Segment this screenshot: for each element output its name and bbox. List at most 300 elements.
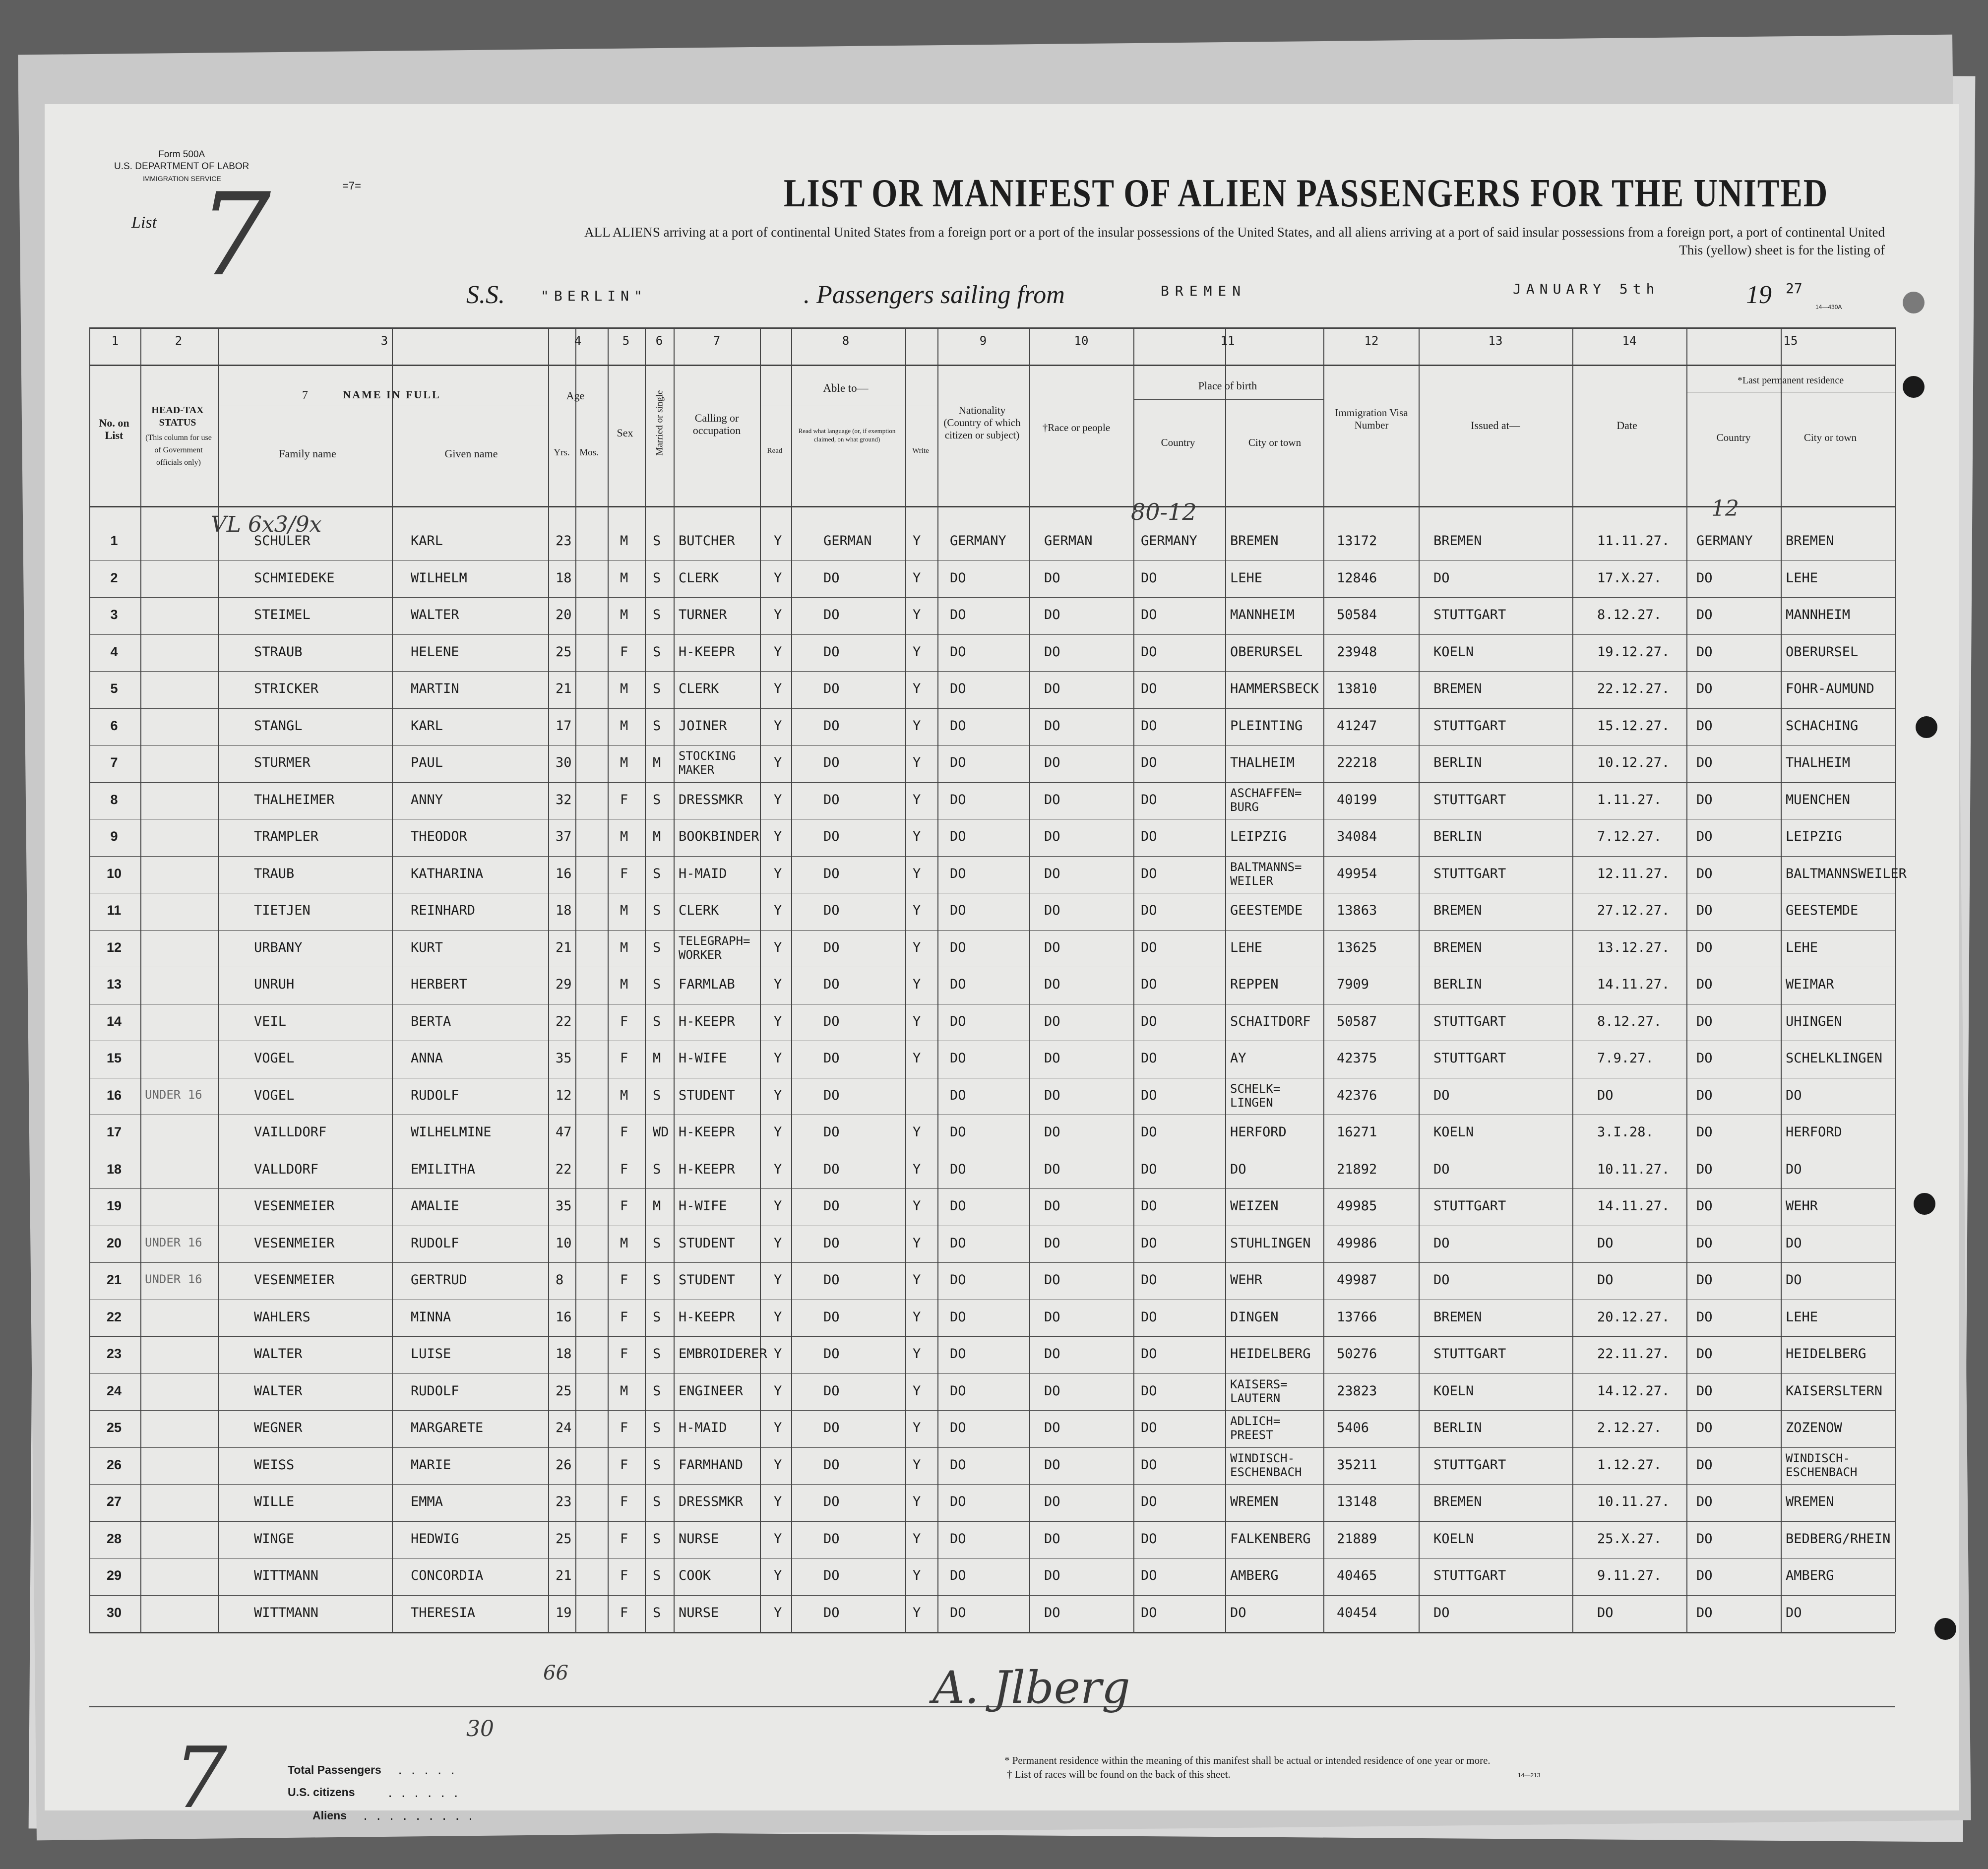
visa-issued-at: BREMEN xyxy=(1433,681,1482,696)
age-years: 22 xyxy=(556,1161,572,1177)
visa-number: 49986 xyxy=(1337,1235,1377,1251)
marital-status: S xyxy=(653,1013,661,1029)
nationality: DO xyxy=(950,1198,966,1214)
birth-country: DO xyxy=(1141,1494,1157,1509)
birth-country: GERMANY xyxy=(1141,533,1197,549)
birth-country: DO xyxy=(1141,866,1157,881)
residence-country: DO xyxy=(1696,829,1713,844)
visa-issued-at: BERLIN xyxy=(1433,1420,1482,1435)
header-age: Age xyxy=(566,389,585,402)
row-rule xyxy=(89,1521,1895,1522)
nationality: DO xyxy=(950,718,966,734)
row-rule xyxy=(89,597,1895,598)
nationality: DO xyxy=(950,1124,966,1140)
residence-country: DO xyxy=(1696,1420,1713,1435)
residence-city: GEESTEMDE xyxy=(1786,903,1859,918)
row-number: 2 xyxy=(110,570,118,585)
birth-city: WINDISCH- ESCHENBACH xyxy=(1230,1451,1302,1479)
residence-country: DO xyxy=(1696,792,1713,808)
punch-hole xyxy=(1916,716,1937,738)
visa-issued-at: STUTTGART xyxy=(1433,1051,1506,1066)
row-number: 22 xyxy=(106,1309,122,1324)
nationality: DO xyxy=(950,1383,966,1399)
visa-number: 13863 xyxy=(1337,903,1377,918)
occupation: JOINER xyxy=(679,718,727,734)
given-name: ANNA xyxy=(411,1051,443,1066)
visa-number: 49954 xyxy=(1337,866,1377,881)
list-mark: =7= xyxy=(342,180,361,192)
birth-country: DO xyxy=(1141,1309,1157,1325)
residence-city: WINDISCH- ESCHENBACH xyxy=(1786,1451,1858,1479)
birth-country: DO xyxy=(1141,1568,1157,1583)
family-name: WITTMANN xyxy=(254,1605,319,1620)
marital-status: S xyxy=(653,1346,661,1362)
marital-status: S xyxy=(653,1235,661,1251)
row-rule xyxy=(89,1373,1895,1374)
race-people: DO xyxy=(1044,1235,1060,1251)
sex: M xyxy=(620,939,628,955)
header-able-to: Able to— xyxy=(823,382,869,394)
residence-country: GERMANY xyxy=(1696,533,1753,549)
age-years: 18 xyxy=(556,1346,572,1362)
visa-date: 3.I.28. xyxy=(1597,1124,1654,1140)
read-language: DO xyxy=(823,1457,840,1473)
intro-text xyxy=(327,223,1885,259)
residence-city: DO xyxy=(1786,1087,1802,1103)
race-people: DO xyxy=(1044,1457,1060,1473)
residence-country: DO xyxy=(1696,1605,1713,1620)
visa-number: 50587 xyxy=(1337,1013,1377,1029)
marital-status: S xyxy=(653,866,661,881)
residence-country: DO xyxy=(1696,1346,1713,1362)
table-bottom-rule xyxy=(89,1632,1895,1633)
visa-number: 22218 xyxy=(1337,755,1377,770)
family-name: VOGEL xyxy=(254,1087,295,1103)
handwritten-birth-note: 80-12 xyxy=(1131,498,1197,525)
birth-country: DO xyxy=(1141,718,1157,734)
visa-number: 50584 xyxy=(1337,607,1377,623)
can-read: Y xyxy=(774,1309,782,1325)
age-years: 25 xyxy=(556,644,572,660)
visa-number: 16271 xyxy=(1337,1124,1377,1140)
read-language: DO xyxy=(823,829,840,844)
can-read: Y xyxy=(774,1605,782,1620)
birth-country: DO xyxy=(1141,1124,1157,1140)
family-name: WEISS xyxy=(254,1457,295,1473)
occupation: H-WIFE xyxy=(679,1051,727,1066)
sex: M xyxy=(620,681,628,696)
can-write: Y xyxy=(913,829,921,844)
can-write: Y xyxy=(913,792,921,808)
row-number: 20 xyxy=(106,1235,122,1250)
can-write: Y xyxy=(913,977,921,992)
occupation: NURSE xyxy=(679,1605,719,1620)
visa-date: 17.X.27. xyxy=(1597,570,1662,586)
visa-issued-at: KOELN xyxy=(1433,644,1474,660)
visa-date: 10.12.27. xyxy=(1597,755,1670,770)
family-name: STRAUB xyxy=(254,644,303,660)
column-rule xyxy=(608,327,609,1632)
visa-number: 49987 xyxy=(1337,1272,1377,1288)
department-name: U.S. DEPARTMENT OF LABOR xyxy=(114,161,249,172)
visa-date: 9.11.27. xyxy=(1597,1568,1662,1583)
birth-country: DO xyxy=(1141,829,1157,844)
column-rule xyxy=(1029,327,1030,1632)
given-name: WALTER xyxy=(411,607,459,623)
header-race: †Race or people xyxy=(1042,422,1111,434)
age-years: 21 xyxy=(556,1568,572,1583)
race-people: DO xyxy=(1044,1013,1060,1029)
age-years: 8 xyxy=(556,1272,564,1288)
visa-issued-at: STUTTGART xyxy=(1433,1568,1506,1583)
given-name: HERBERT xyxy=(411,977,467,992)
can-read: Y xyxy=(774,1235,782,1251)
can-write: Y xyxy=(913,1494,921,1509)
birth-city: WREMEN xyxy=(1230,1494,1279,1509)
family-name: TRAMPLER xyxy=(254,829,319,844)
row-number: 9 xyxy=(110,829,118,844)
year-suffix: 27 xyxy=(1786,280,1802,297)
visa-number: 40465 xyxy=(1337,1568,1377,1583)
residence-city: KAISERSLTERN xyxy=(1786,1383,1883,1399)
can-read: Y xyxy=(774,718,782,734)
residence-country: DO xyxy=(1696,1272,1713,1288)
read-language: DO xyxy=(823,1309,840,1325)
birth-country: DO xyxy=(1141,1272,1157,1288)
marital-status: S xyxy=(653,977,661,992)
race-people: DO xyxy=(1044,755,1060,770)
visa-number: 49985 xyxy=(1337,1198,1377,1214)
footer-total-passengers: Total Passengers xyxy=(288,1763,381,1776)
occupation: H-KEEPR xyxy=(679,644,735,660)
footer-dots-3: . . . . . . . . . xyxy=(362,1810,474,1823)
sex: F xyxy=(620,1051,628,1066)
residence-country: DO xyxy=(1696,1013,1713,1029)
occupation: H-KEEPR xyxy=(679,1161,735,1177)
family-name: VOGEL xyxy=(254,1051,295,1066)
family-name: URBANY xyxy=(254,939,303,955)
birth-country: DO xyxy=(1141,607,1157,623)
race-people: DO xyxy=(1044,681,1060,696)
race-people: DO xyxy=(1044,1272,1060,1288)
nationality: DO xyxy=(950,1457,966,1473)
visa-issued-at: BREMEN xyxy=(1433,1494,1482,1509)
visa-issued-at: DO xyxy=(1433,1161,1450,1177)
can-read: Y xyxy=(774,570,782,586)
family-name: WEGNER xyxy=(254,1420,303,1435)
race-people: DO xyxy=(1044,829,1060,844)
read-language: DO xyxy=(823,1346,840,1362)
race-people: DO xyxy=(1044,1198,1060,1214)
can-write: Y xyxy=(913,718,921,734)
occupation: STUDENT xyxy=(679,1272,735,1288)
birth-country: DO xyxy=(1141,903,1157,918)
footer-aliens: Aliens xyxy=(312,1809,347,1822)
race-people: DO xyxy=(1044,1383,1060,1399)
visa-issued-at: KOELN xyxy=(1433,1124,1474,1140)
column-rule xyxy=(937,327,938,1632)
column-number: 13 xyxy=(1488,334,1503,348)
read-language: DO xyxy=(823,1383,840,1399)
birth-city: BREMEN xyxy=(1230,533,1279,549)
header-age-yrs: Yrs. xyxy=(554,447,570,458)
given-name: WILHELM xyxy=(411,570,467,586)
birth-country: DO xyxy=(1141,977,1157,992)
birth-city: STUHLINGEN xyxy=(1230,1235,1311,1251)
birth-country: DO xyxy=(1141,1087,1157,1103)
column-rule xyxy=(392,327,393,1632)
occupation: DRESSMKR xyxy=(679,1494,744,1509)
row-rule xyxy=(89,1262,1895,1263)
family-name: STRICKER xyxy=(254,681,319,696)
can-read: Y xyxy=(774,939,782,955)
birth-country: DO xyxy=(1141,755,1157,770)
footer-dots-2: . . . . . . xyxy=(387,1788,459,1800)
read-language: DO xyxy=(823,866,840,881)
nationality: DO xyxy=(950,1087,966,1103)
visa-number: 42376 xyxy=(1337,1087,1377,1103)
nationality: DO xyxy=(950,755,966,770)
given-name: MARTIN xyxy=(411,681,459,696)
sex: F xyxy=(620,1457,628,1473)
birth-city: REPPEN xyxy=(1230,977,1279,992)
visa-date: 7.12.27. xyxy=(1597,829,1662,844)
can-read: Y xyxy=(774,1531,782,1547)
visa-date: 14.12.27. xyxy=(1597,1383,1670,1399)
nationality: DO xyxy=(950,792,966,808)
residence-city: MANNHEIM xyxy=(1786,607,1851,623)
can-write: Y xyxy=(913,1531,921,1547)
column-number: 11 xyxy=(1220,334,1235,348)
column-number: 7 xyxy=(713,334,721,348)
race-people: DO xyxy=(1044,903,1060,918)
inspector-signature: A. Jlberg xyxy=(932,1662,1130,1714)
marital-status: S xyxy=(653,792,661,808)
can-read: Y xyxy=(774,533,782,549)
family-name: WALTER xyxy=(254,1346,303,1362)
race-people: DO xyxy=(1044,1420,1060,1435)
nationality: DO xyxy=(950,1568,966,1583)
column-number: 12 xyxy=(1364,334,1379,348)
race-people: DO xyxy=(1044,866,1060,881)
visa-number: 41247 xyxy=(1337,718,1377,734)
visa-number: 50276 xyxy=(1337,1346,1377,1362)
header-head-tax-note: (This column for use of Government officials only) xyxy=(145,434,212,467)
sex: M xyxy=(620,755,628,770)
race-people: DO xyxy=(1044,644,1060,660)
family-name: VESENMEIER xyxy=(254,1235,335,1251)
can-write: Y xyxy=(913,1420,921,1435)
row-number: 7 xyxy=(110,755,118,770)
given-name: MARIE xyxy=(411,1457,451,1473)
header-no-on-list: No. on List xyxy=(99,417,129,441)
birth-city: DO xyxy=(1230,1605,1246,1620)
residence-city: UHINGEN xyxy=(1786,1013,1842,1029)
row-rule xyxy=(89,782,1895,783)
marital-status: S xyxy=(653,1161,661,1177)
age-years: 16 xyxy=(556,866,572,881)
race-people: DO xyxy=(1044,977,1060,992)
given-name: AMALIE xyxy=(411,1198,459,1214)
row-number: 26 xyxy=(106,1457,122,1472)
family-name: STURMER xyxy=(254,755,311,770)
nationality: DO xyxy=(950,1494,966,1509)
sex: F xyxy=(620,644,628,660)
marital-status: M xyxy=(653,755,661,770)
visa-date: DO xyxy=(1597,1272,1614,1288)
given-name: HELENE xyxy=(411,644,459,660)
residence-city: MUENCHEN xyxy=(1786,792,1851,808)
header-name-in-full: NAME IN FULL xyxy=(343,388,441,401)
residence-country: DO xyxy=(1696,1457,1713,1473)
can-write: Y xyxy=(913,1198,921,1214)
visa-issued-at: BERLIN xyxy=(1433,755,1482,770)
header-age-mos: Mos. xyxy=(579,447,599,458)
occupation: CLERK xyxy=(679,570,719,586)
read-language: DO xyxy=(823,1531,840,1547)
form-number: Form 500A xyxy=(158,149,205,160)
birth-country: DO xyxy=(1141,1605,1157,1620)
residence-country: DO xyxy=(1696,1494,1713,1509)
handwritten-list-number: 7 xyxy=(174,1729,228,1827)
nationality: DO xyxy=(950,681,966,696)
can-read: Y xyxy=(774,903,782,918)
age-years: 25 xyxy=(556,1531,572,1547)
visa-number: 13766 xyxy=(1337,1309,1377,1325)
handwritten-top-note: VL 6x3/9x xyxy=(211,512,322,537)
occupation: CLERK xyxy=(679,681,719,696)
given-name: KURT xyxy=(411,939,443,955)
race-people: DO xyxy=(1044,1346,1060,1362)
can-read: Y xyxy=(774,1087,782,1103)
row-rule xyxy=(89,930,1895,931)
visa-date: 27.12.27. xyxy=(1597,903,1670,918)
birth-country: DO xyxy=(1141,792,1157,808)
family-name: WINGE xyxy=(254,1531,295,1547)
given-name: BERTA xyxy=(411,1013,451,1029)
row-number: 27 xyxy=(106,1494,122,1509)
nationality: DO xyxy=(950,1420,966,1435)
birth-city: DO xyxy=(1230,1161,1246,1177)
nationality: DO xyxy=(950,644,966,660)
birth-city: HERFORD xyxy=(1230,1124,1287,1140)
nationality: DO xyxy=(950,607,966,623)
residence-city: FOHR-AUMUND xyxy=(1786,681,1874,696)
sex: M xyxy=(620,718,628,734)
row-number: 24 xyxy=(106,1383,122,1398)
read-language: DO xyxy=(823,718,840,734)
residence-city: OBERURSEL xyxy=(1786,644,1859,660)
birth-country: DO xyxy=(1141,1346,1157,1362)
birth-country: DO xyxy=(1141,570,1157,586)
age-years: 30 xyxy=(556,755,572,770)
visa-number: 35211 xyxy=(1337,1457,1377,1473)
residence-country: DO xyxy=(1696,1124,1713,1140)
column-number: 8 xyxy=(842,334,850,348)
age-years: 26 xyxy=(556,1457,572,1473)
race-people: DO xyxy=(1044,607,1060,623)
nationality: DO xyxy=(950,1346,966,1362)
row-number: 10 xyxy=(106,866,122,881)
row-rule xyxy=(89,1188,1895,1189)
residence-city: HEIDELBERG xyxy=(1786,1346,1866,1362)
visa-number: 21892 xyxy=(1337,1161,1377,1177)
visa-issued-at: BERLIN xyxy=(1433,829,1482,844)
visa-date: 15.12.27. xyxy=(1597,718,1670,734)
occupation: STOCKING MAKER xyxy=(679,749,736,777)
column-number: 14 xyxy=(1622,334,1637,348)
race-people: DO xyxy=(1044,939,1060,955)
birth-city: WEHR xyxy=(1230,1272,1263,1288)
visa-date: 8.12.27. xyxy=(1597,1013,1662,1029)
sex: F xyxy=(620,1124,628,1140)
manifest-sheet xyxy=(45,104,1959,1810)
footer-us-citizens: U.S. citizens xyxy=(288,1786,355,1799)
residence-country: DO xyxy=(1696,755,1713,770)
can-read: Y xyxy=(774,1161,782,1177)
row-number: 16 xyxy=(106,1087,122,1103)
sex: F xyxy=(620,866,628,881)
column-rule xyxy=(1895,327,1896,1632)
residence-country: DO xyxy=(1696,1568,1713,1583)
birth-country: DO xyxy=(1141,1457,1157,1473)
handwritten-age-total: 66 xyxy=(543,1662,568,1684)
given-name: MINNA xyxy=(411,1309,451,1325)
occupation: STUDENT xyxy=(679,1235,735,1251)
visa-issued-at: STUTTGART xyxy=(1433,1346,1506,1362)
can-read: Y xyxy=(774,1494,782,1509)
departure-port: BREMEN xyxy=(1161,283,1247,299)
occupation: H-KEEPR xyxy=(679,1124,735,1140)
read-language: DO xyxy=(823,570,840,586)
visa-number: 21889 xyxy=(1337,1531,1377,1547)
can-write: Y xyxy=(913,1309,921,1325)
age-years: 29 xyxy=(556,977,572,992)
can-write: Y xyxy=(913,1051,921,1066)
residence-country: DO xyxy=(1696,1198,1713,1214)
residence-country: DO xyxy=(1696,866,1713,881)
column-rule xyxy=(645,327,646,1632)
visa-date: 7.9.27. xyxy=(1597,1051,1654,1066)
footer-dots-1: . . . . . xyxy=(397,1765,456,1777)
marital-status: S xyxy=(653,1531,661,1547)
row-rule xyxy=(89,1595,1895,1596)
can-read: Y xyxy=(774,1124,782,1140)
visa-date: 8.12.27. xyxy=(1597,607,1662,623)
can-read: Y xyxy=(774,1013,782,1029)
list-number: 7 xyxy=(198,169,271,302)
visa-date: DO xyxy=(1597,1235,1614,1251)
birth-country: DO xyxy=(1141,1051,1157,1066)
can-write: Y xyxy=(913,1383,921,1399)
given-name: RUDOLF xyxy=(411,1087,459,1103)
occupation: TELEGRAPH= WORKER xyxy=(679,934,750,962)
visa-date: DO xyxy=(1597,1605,1614,1620)
header-birth-city: City or town xyxy=(1248,436,1302,448)
race-people: DO xyxy=(1044,1124,1060,1140)
read-language: GERMAN xyxy=(823,533,872,549)
birth-city: HAMMERSBECK xyxy=(1230,681,1319,696)
visa-date: DO xyxy=(1597,1087,1614,1103)
column-number: 9 xyxy=(979,334,987,348)
nationality: DO xyxy=(950,866,966,881)
header-family-name: Family name xyxy=(279,447,336,460)
sex: F xyxy=(620,1531,628,1547)
visa-number: 40454 xyxy=(1337,1605,1377,1620)
nationality: DO xyxy=(950,1051,966,1066)
occupation: H-KEEPR xyxy=(679,1309,735,1325)
read-language: DO xyxy=(823,1198,840,1214)
